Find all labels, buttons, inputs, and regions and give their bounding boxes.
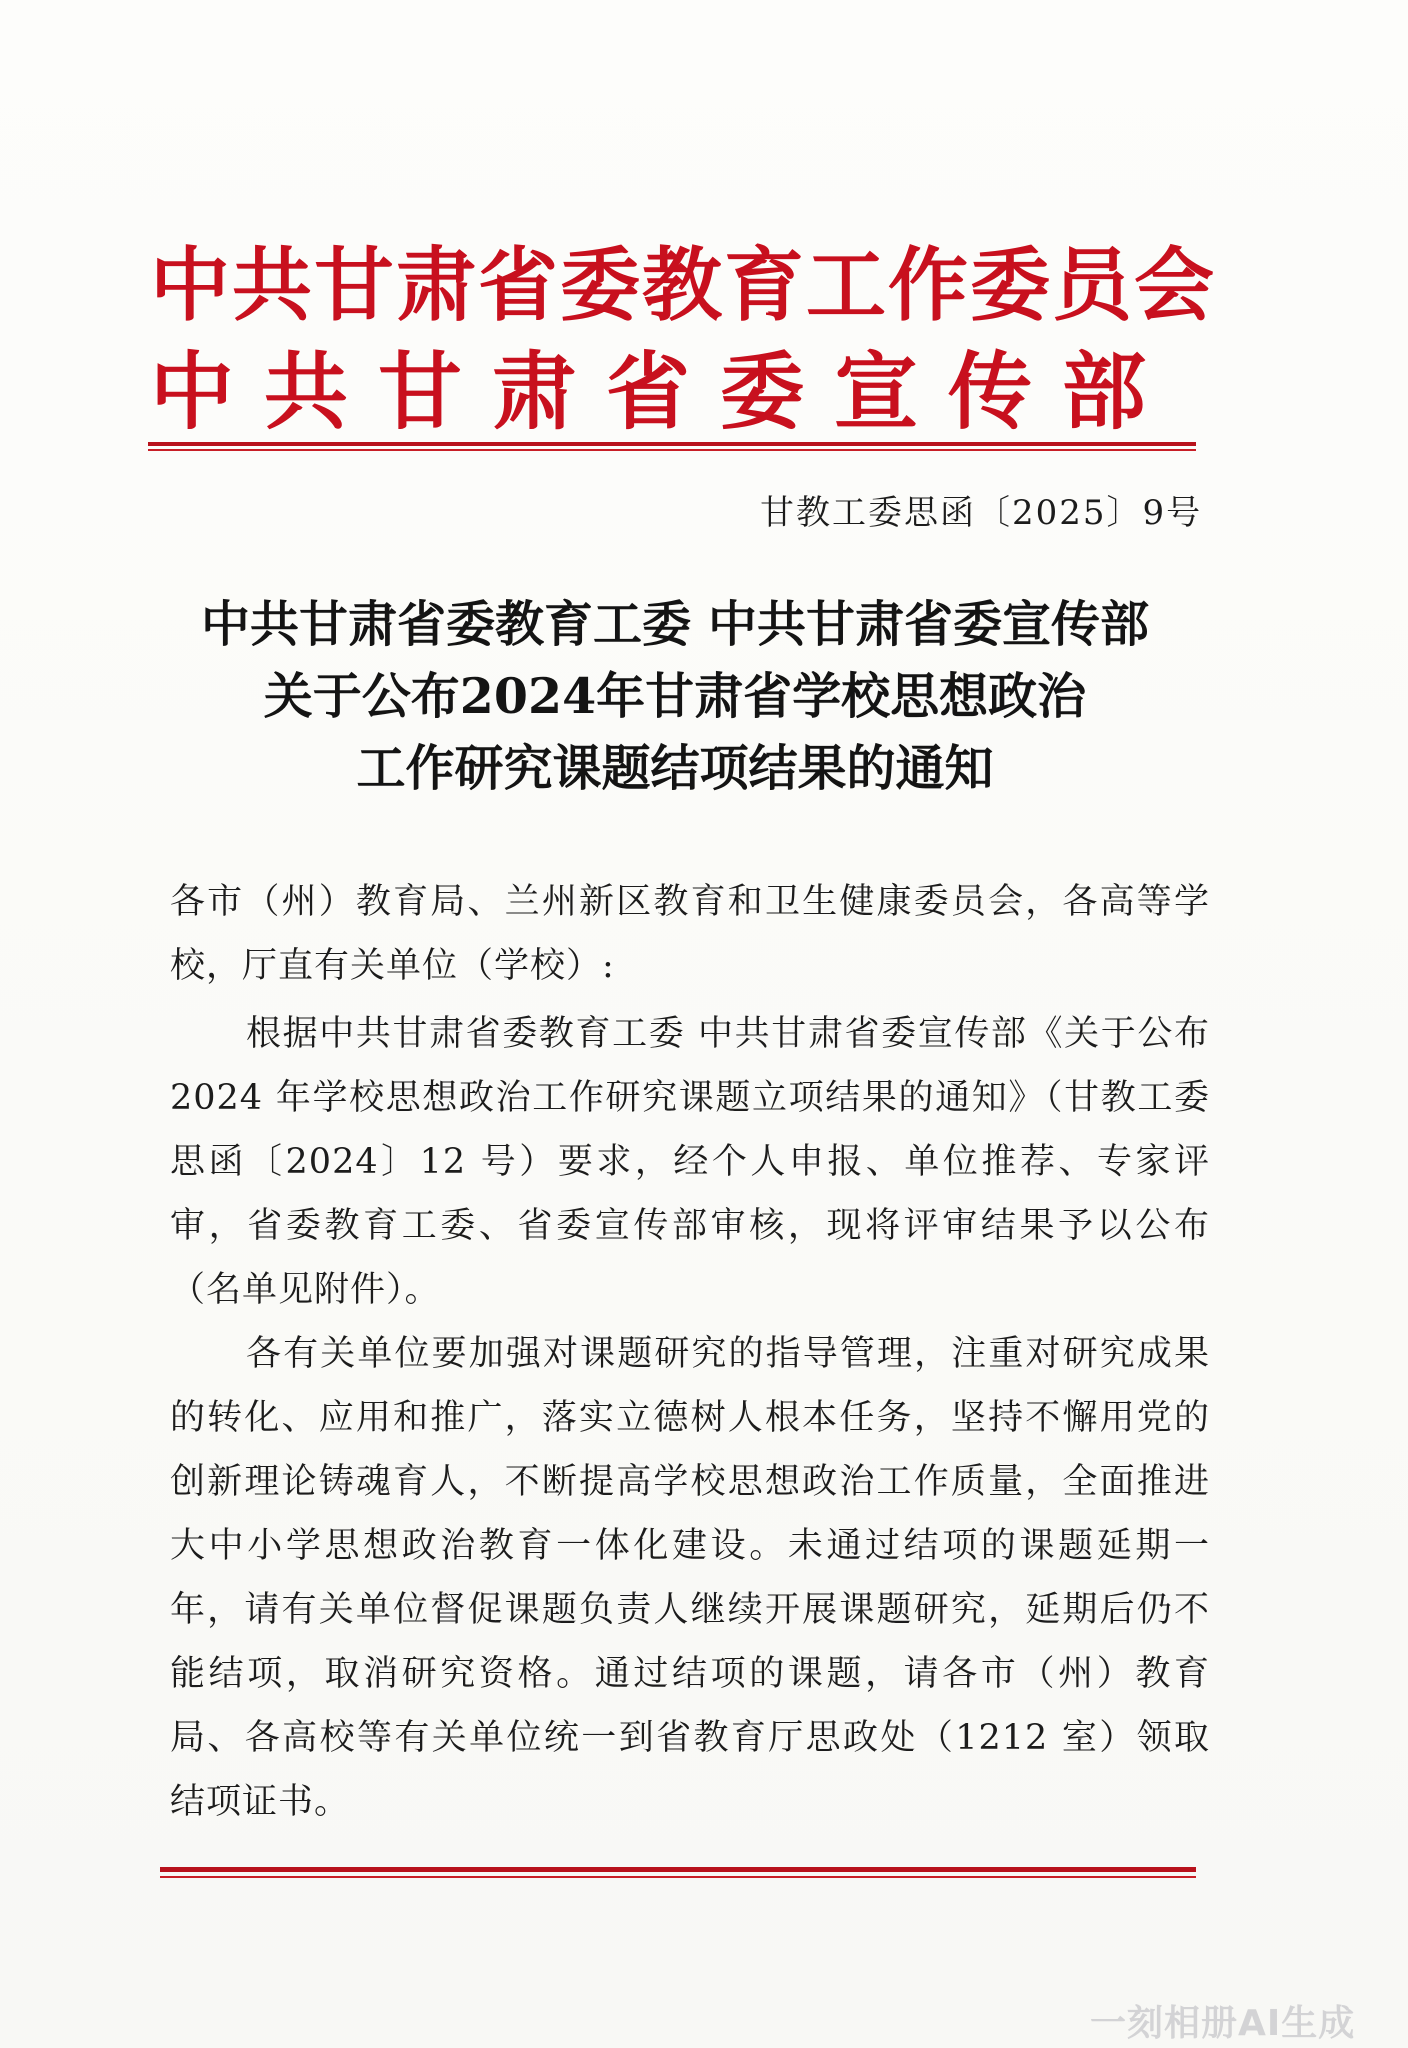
- footer-red-rule-thin: [160, 1876, 1196, 1878]
- header-red-rule: [148, 442, 1196, 446]
- header-red-rule-thin: [148, 449, 1196, 451]
- document-number: 甘教工委思函〔2025〕9号: [760, 493, 1203, 533]
- body-paragraph-2: 各有关单位要加强对课题研究的指导管理，注重对研究成果的转化、应用和推广，落实立德树人根本任务，坚持不懈用党的创新理论铸魂育人，不断提高学校思想政治工作质量，全面推进大中小学思想政治教育一体化建设。未通过结项的课题延期一年，请有关单位督促课题负责人继续开展课题研究，延期后仍不能结项，取消研究资格。通过结项的课题，请各市（州）教育局、各高校等有关单位统一到省教育厅思政处（1212 室）领取结项证书。: [170, 1334, 1210, 1822]
- ai-watermark: 一刻相册AI生成: [1090, 2003, 1356, 2044]
- document-title-line-1: 中共甘肃省委教育工委 中共甘肃省委宣传部: [200, 595, 1150, 653]
- body-paragraph-1: 根据中共甘肃省委教育工委 中共甘肃省委宣传部《关于公布 2024 年学校思想政治工作研究课题立项结果的通知》（甘教工委思函〔2024〕12 号）要求，经个人申报、单位推荐、专家评审，省委教育工委、省委宣传部审核，现将评审结果予以公布（名单见附件）。: [170, 1014, 1210, 1310]
- issuer-name-line-2: 中共甘肃省委宣传部: [150, 342, 1177, 441]
- footer-red-rule: [160, 1867, 1196, 1872]
- document-title-line-3: 工作研究课题结项结果的通知: [356, 739, 994, 797]
- issuer-name-line-1: 中共甘肃省委教育工作委员会: [150, 238, 1216, 332]
- salutation: 各市（州）教育局、兰州新区教育和卫生健康委员会，各高等学校，厅直有关单位（学校）:: [170, 882, 1210, 986]
- document-title-line-2: 关于公布2024年甘肃省学校思想政治: [263, 667, 1087, 725]
